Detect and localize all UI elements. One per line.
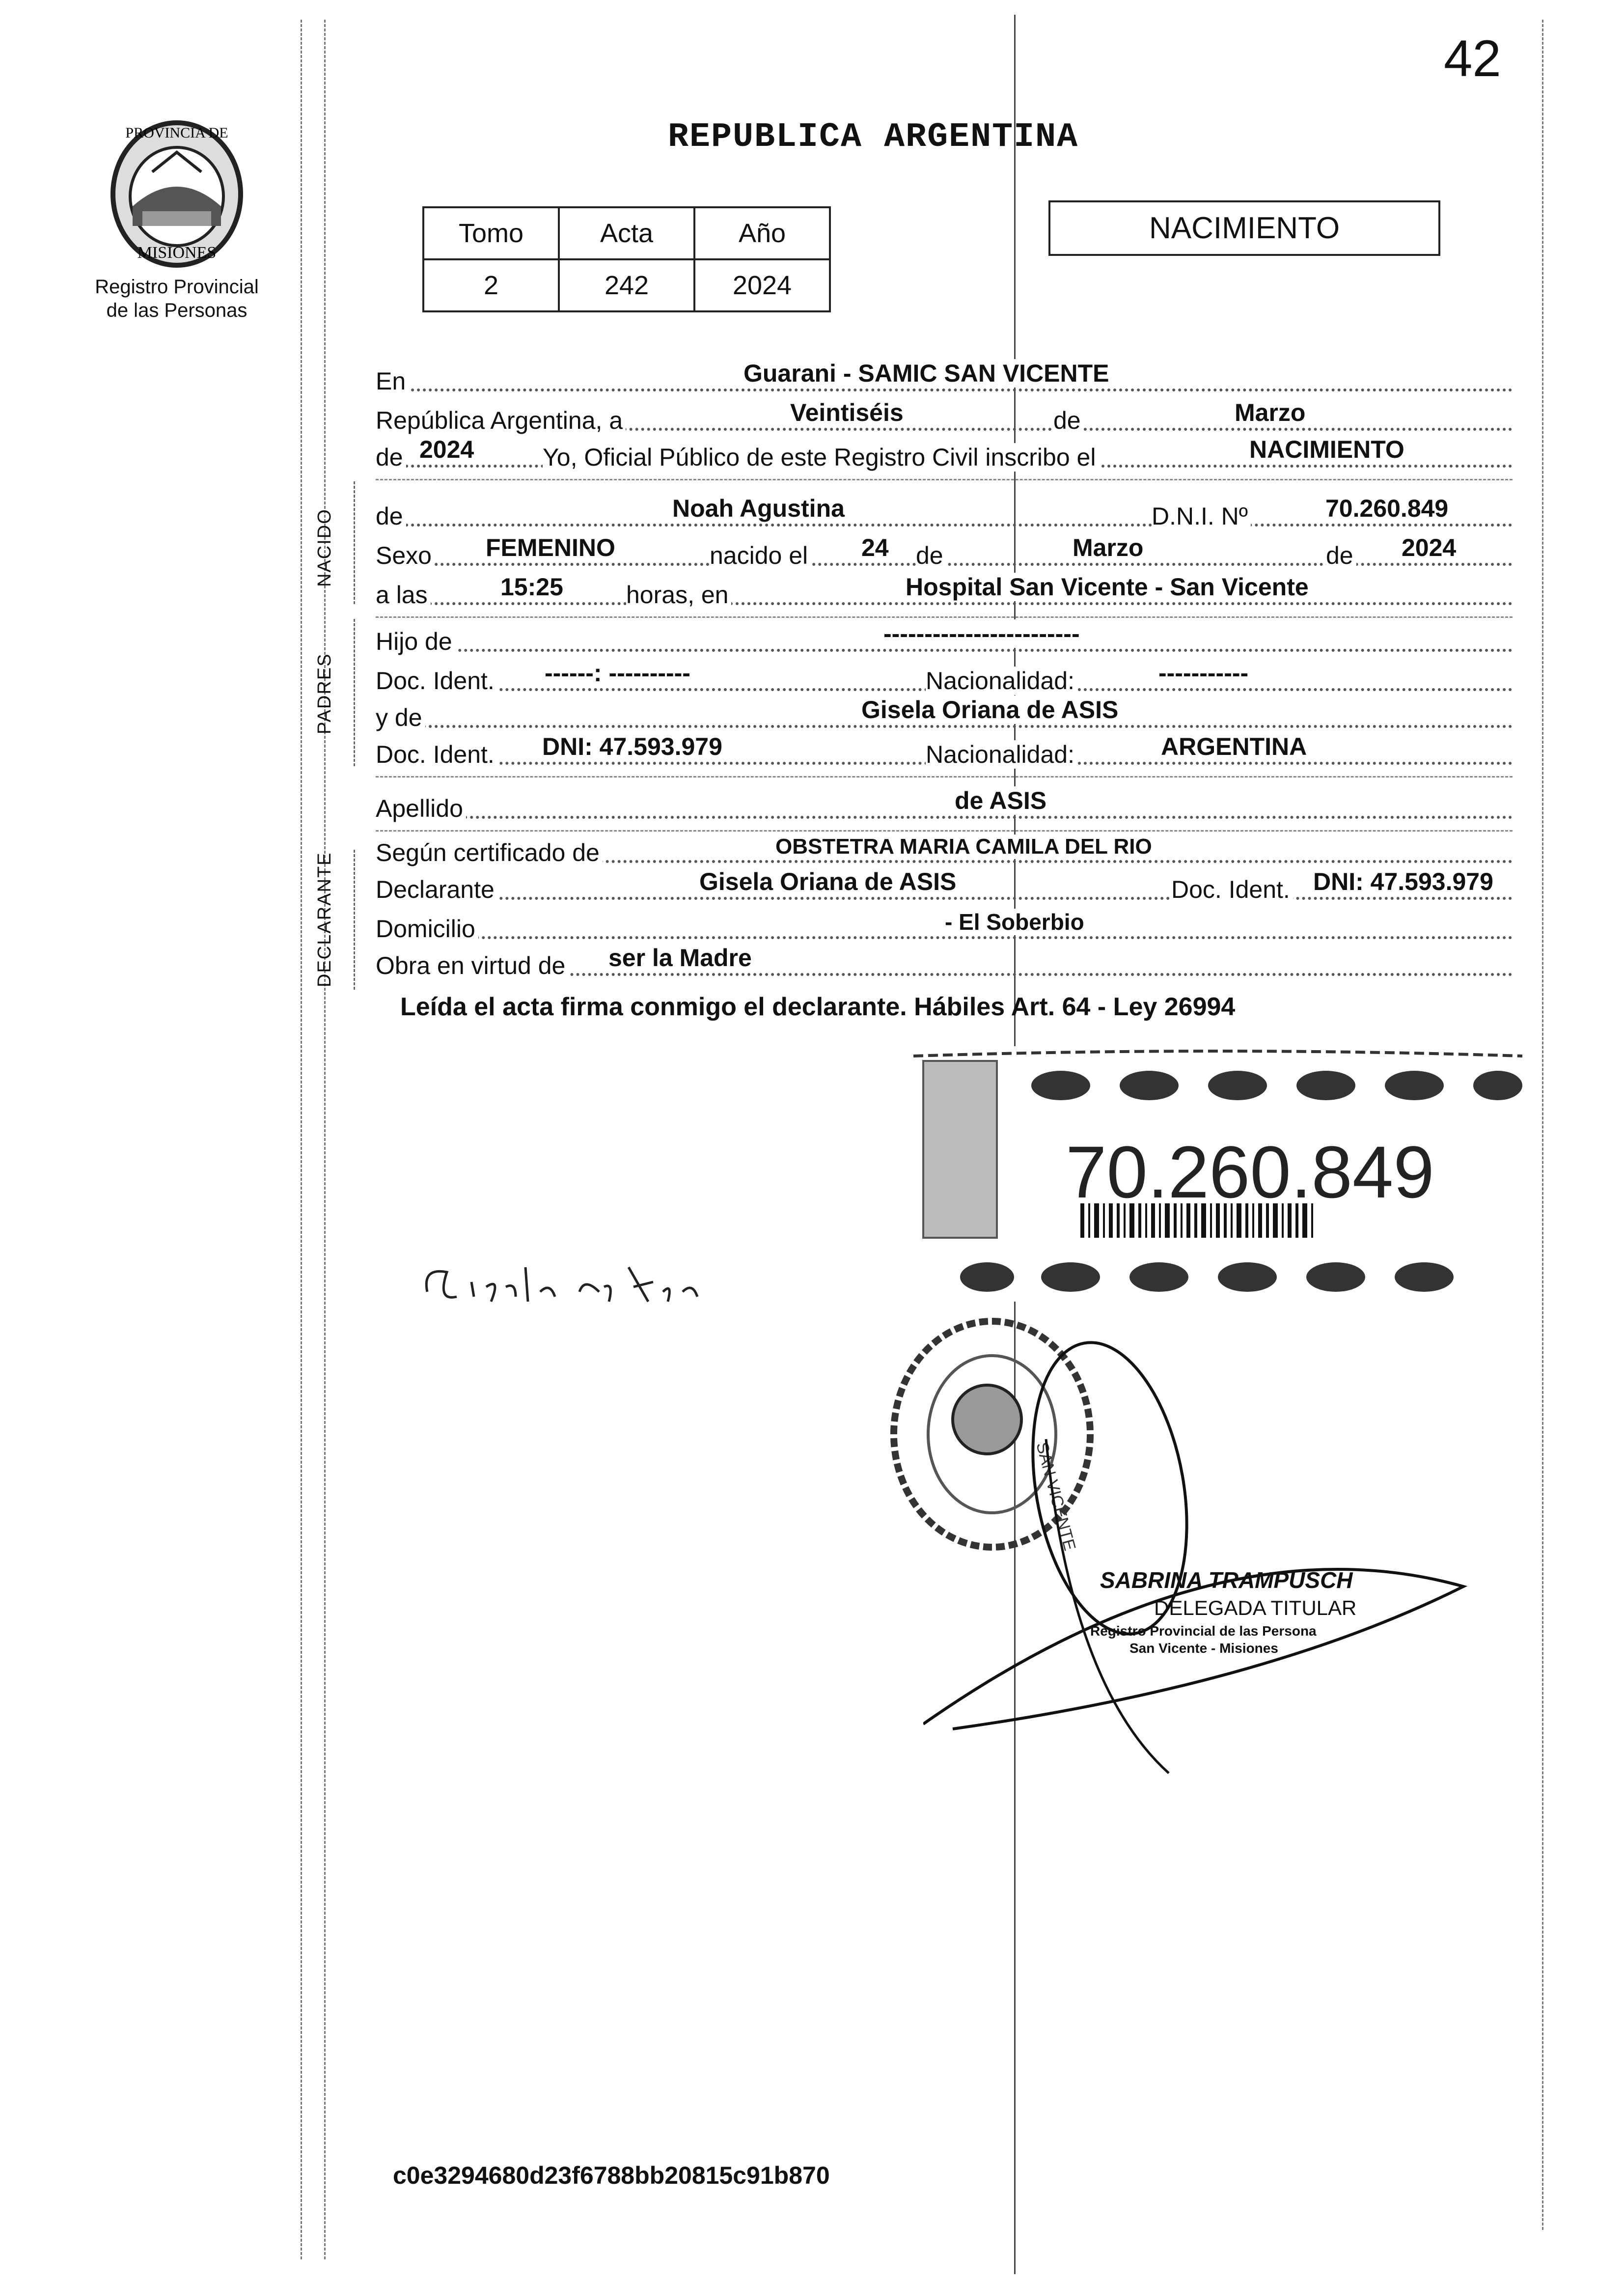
horas-label: horas, en bbox=[626, 581, 731, 609]
time-value: 15:25 bbox=[498, 573, 565, 601]
year-value: 2024 bbox=[417, 435, 476, 464]
en-label: En bbox=[376, 367, 409, 395]
doc1-label: Doc. Ident. bbox=[376, 667, 497, 695]
certificado-value: OBSTETRA MARIA CAMILA DEL RIO bbox=[773, 835, 1154, 859]
acta-value: 242 bbox=[559, 259, 694, 311]
declarante-label: Declarante bbox=[376, 875, 497, 904]
hijo-label: Hijo de bbox=[376, 627, 455, 656]
record-table bbox=[422, 206, 831, 312]
official-role: DELEGADA TITULAR bbox=[1154, 1596, 1357, 1619]
registry-label: Registro Provincial de las Personas bbox=[95, 276, 259, 321]
record-type-box: NACIMIENTO bbox=[1048, 200, 1440, 256]
certificado-label: Según certificado de bbox=[376, 838, 603, 867]
apellido-value: de ASIS bbox=[953, 786, 1048, 815]
row-hora bbox=[376, 575, 1513, 609]
left-margin-line bbox=[301, 20, 303, 2259]
domicilio-label: Domicilio bbox=[376, 915, 478, 943]
official-registry-line2: San Vicente - Misiones bbox=[1129, 1641, 1278, 1656]
declarante-doc-value: DNI: 47.593.979 bbox=[1311, 867, 1495, 896]
row-doc2 bbox=[376, 734, 1513, 769]
row-nacido-name bbox=[376, 496, 1513, 530]
nac1-value: ----------- bbox=[1156, 659, 1250, 687]
declarante-bracket bbox=[354, 850, 357, 990]
birth-month-value: Marzo bbox=[1071, 533, 1145, 562]
apellido-label: Apellido bbox=[376, 794, 466, 823]
doc1-value: ------: ---------- bbox=[543, 659, 692, 687]
anio-header: Año bbox=[694, 207, 830, 259]
nac1-label: Nacionalidad: bbox=[926, 667, 1077, 695]
a-las-label: a las bbox=[376, 581, 431, 609]
dni-sticker-number: 70.260.849 bbox=[1066, 1131, 1434, 1213]
de-label: de bbox=[1053, 406, 1084, 435]
de2-label: de bbox=[376, 443, 406, 472]
nacido-name-value: Noah Agustina bbox=[670, 494, 847, 523]
inscribo-value: NACIMIENTO bbox=[1247, 435, 1406, 464]
birth-day-value: 24 bbox=[859, 533, 891, 562]
row-doc1 bbox=[376, 661, 1513, 695]
domicilio-value: - El Soberbio bbox=[943, 909, 1086, 935]
birth-year-value: 2024 bbox=[1400, 533, 1458, 562]
day-value: Veintiséis bbox=[788, 398, 906, 427]
nacido-section-label: NACIDO bbox=[314, 508, 335, 587]
seal-text: SAN VICENTE bbox=[1032, 1440, 1079, 1553]
declarante-section-label: DECLARANTE bbox=[314, 852, 335, 987]
official-registry-line1: Registro Provincial de las Persona bbox=[1090, 1623, 1317, 1639]
republica-label: República Argentina, a bbox=[376, 406, 626, 435]
closing-statement: Leída el acta firma conmigo el declarante. Hábiles Art. 64 - Ley 26994 bbox=[400, 993, 1236, 1021]
declarante-top-line bbox=[376, 830, 1513, 832]
sexo-label: Sexo bbox=[376, 541, 435, 570]
obra-label: Obra en virtud de bbox=[376, 951, 568, 980]
hijo-value: ------------------------ bbox=[881, 619, 1082, 648]
nacido-de-label: de bbox=[376, 502, 406, 530]
row-sexo bbox=[376, 535, 1513, 570]
dni-value: 70.260.849 bbox=[1323, 494, 1450, 523]
row-republica bbox=[376, 400, 1513, 435]
row-en bbox=[376, 361, 1513, 395]
nacido-de-label-2: de bbox=[916, 541, 946, 570]
right-margin-line bbox=[1542, 20, 1545, 2230]
tomo-value: 2 bbox=[423, 259, 559, 311]
y-de-label: y de bbox=[376, 703, 425, 732]
declarante-doc-label: Doc. Ident. bbox=[1171, 875, 1293, 904]
dni-label: D.N.I. Nº bbox=[1152, 502, 1251, 530]
acta-header: Acta bbox=[559, 207, 694, 259]
yo-label: Yo, Oficial Público de este Registro Civil inscribo el bbox=[543, 443, 1099, 472]
logo-text-bottom: MISIONES bbox=[137, 244, 217, 262]
left-margin-line-2 bbox=[324, 20, 327, 2259]
logo-text-top: PROVINCIA DE bbox=[125, 125, 228, 141]
sexo-value: FEMENINO bbox=[484, 533, 617, 562]
page-number: 42 bbox=[1444, 30, 1501, 87]
nacido-de-label-3: de bbox=[1326, 541, 1356, 570]
nac2-value: ARGENTINA bbox=[1159, 732, 1309, 761]
row-apellido bbox=[376, 788, 1513, 823]
nacido-bracket bbox=[354, 481, 357, 604]
row-declarante bbox=[376, 869, 1513, 904]
row-domicilio bbox=[376, 909, 1513, 943]
nac2-label: Nacionalidad: bbox=[926, 740, 1077, 769]
anio-value: 2024 bbox=[694, 259, 830, 311]
padres-section-label: PADRES bbox=[314, 653, 335, 734]
tomo-header: Tomo bbox=[423, 207, 559, 259]
row-madre bbox=[376, 697, 1513, 732]
declarante-value: Gisela Oriana de ASIS bbox=[697, 867, 958, 896]
row-hijo bbox=[376, 621, 1513, 656]
doc2-value: DNI: 47.593.979 bbox=[540, 732, 724, 761]
misiones-crest-logo bbox=[98, 113, 255, 270]
row-year bbox=[376, 437, 1513, 472]
en-value: Guarani - SAMIC SAN VICENTE bbox=[742, 359, 1111, 388]
nacido-el-label: nacido el bbox=[710, 541, 811, 570]
row-certificado bbox=[376, 833, 1513, 867]
document-hash: c0e3294680d23f6788bb20815c91b870 bbox=[393, 2162, 830, 2189]
official-signature bbox=[923, 1341, 1513, 1783]
obra-value: ser la Madre bbox=[606, 944, 754, 972]
official-name: SABRINA TRAMPUSCH bbox=[1100, 1567, 1353, 1593]
nacido-top-line bbox=[376, 479, 1513, 480]
row-obra bbox=[376, 946, 1513, 980]
padres-bracket bbox=[354, 619, 357, 766]
place-value: Hospital San Vicente - San Vicente bbox=[904, 573, 1311, 601]
padres-top-line bbox=[376, 616, 1513, 618]
document-title: REPUBLICA ARGENTINA bbox=[668, 118, 1079, 157]
mother-value: Gisela Oriana de ASIS bbox=[859, 695, 1120, 724]
apellido-top-line bbox=[376, 776, 1513, 778]
month-value: Marzo bbox=[1233, 398, 1307, 427]
doc2-label: Doc. Ident. bbox=[376, 740, 497, 769]
declarant-signature bbox=[417, 1248, 761, 1326]
